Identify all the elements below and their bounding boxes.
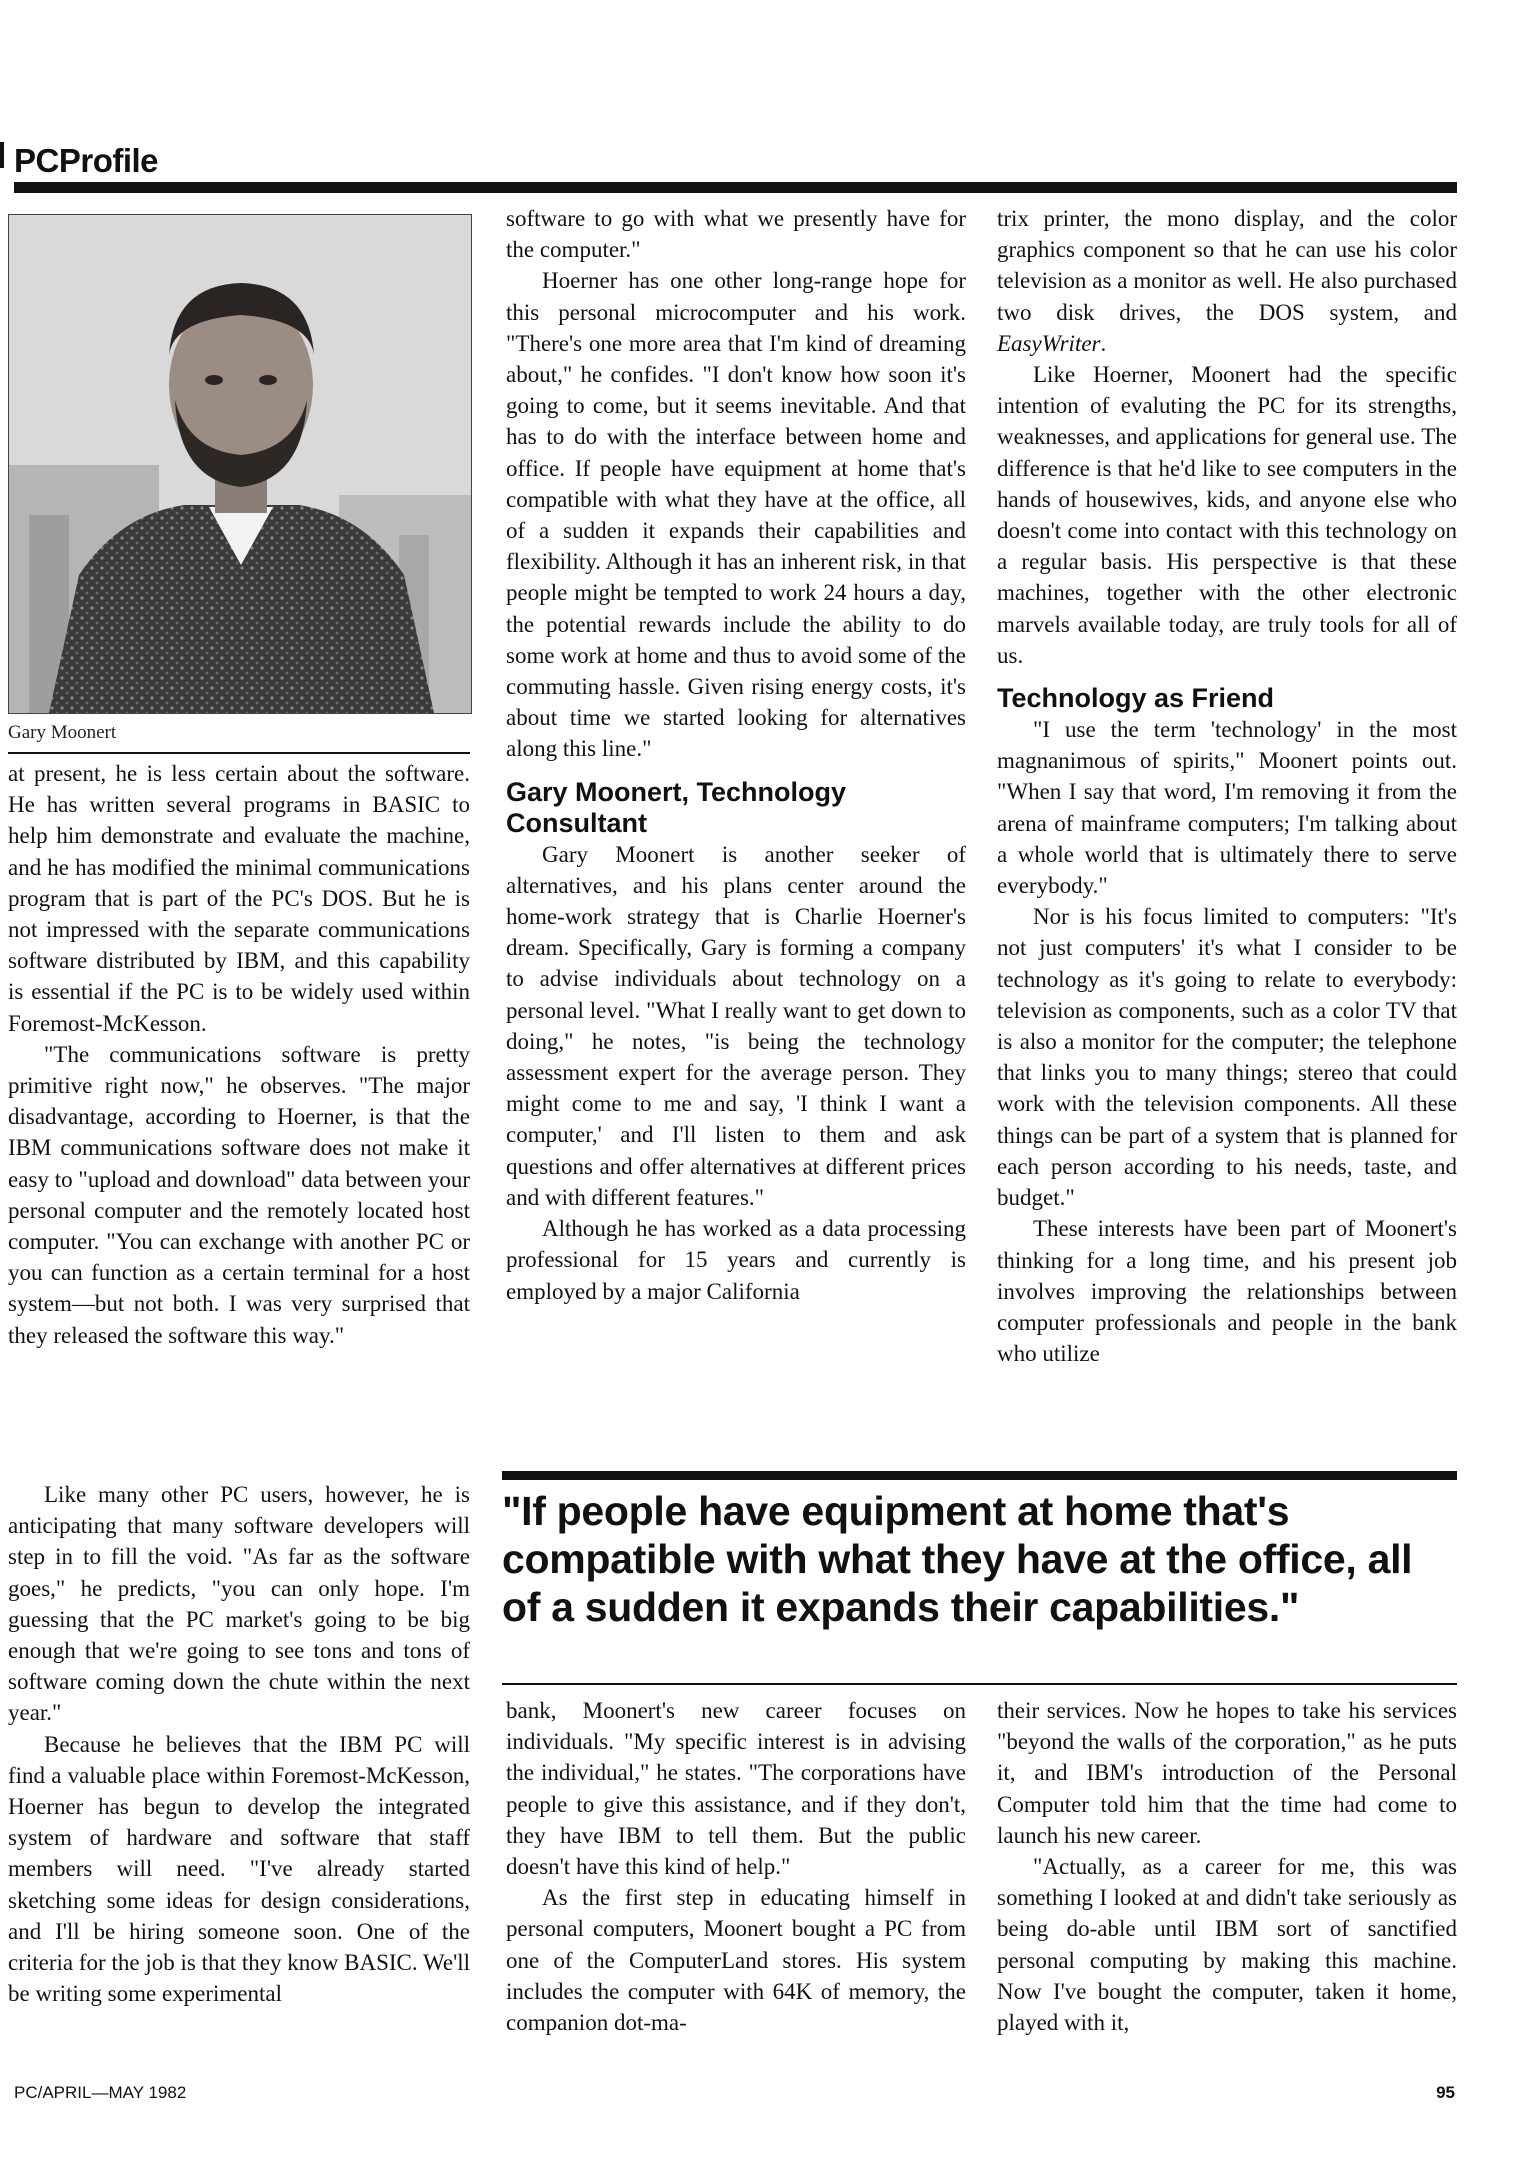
- pull-quote-rule-top: [502, 1471, 1457, 1480]
- column-3-top: [997, 203, 1457, 1369]
- paragraph: "I use the term 'technology' in the most magnanimous of spirits," Moonert points out. "When I say that word, I'm removing it from the arena of mainframe computers; I'm talking about a whole world that is ultimately there to serve everybody.": [997, 717, 1457, 899]
- paragraph: bank, Moonert's new career focuses on individuals. "My specific interest is in advising the individual," he states. "The corporations have people to give this assistance, and if they don't, they have IBM to tell them. But the public doesn't have this kind of help.": [506, 1698, 966, 1880]
- paragraph: their services. Now he hopes to take his services "beyond the walls of the corporation," as he puts it, and IBM's introduction of the Personal Computer told him that the time had come to launch his new career.: [997, 1698, 1457, 1848]
- emphasis: EasyWriter: [997, 330, 1101, 356]
- portrait-illustration: [9, 215, 471, 713]
- column-2-top: [506, 203, 966, 1307]
- paragraph: Like Hoerner, Moonert had the specific intention of evaluting the PC for its strengths, weaknesses, and applications for general use. The difference is that he'd like to see computers in the hands of housewives, kids, and anyone else who doesn't come into contact with this technology on a regular basis. His perspective is that these machines, together with the other electronic marvels available today, are truly tools for all of us.: [997, 362, 1457, 668]
- column-1-bottom: [8, 1479, 470, 2009]
- column-2-bottom: [506, 1695, 966, 2038]
- text-run: trix printer, the mono display, and the color graphics component so that he can use his color television as a monitor as well. He also purchased two disk drives, the DOS system, and: [997, 206, 1457, 325]
- paragraph: at present, he is less certain about the software. He has written several programs in BASIC to help him demonstrate and evaluate the machine, and he has modified the minimal communications program that is part of the PC's DOS. But he is not impressed with the separate communications software distributed by IBM, and this capability is essential if the PC is to be widely used within Foremost-McKesson.: [8, 761, 470, 1036]
- paragraph: "Actually, as a career for me, this was something I looked at and didn't take seriously as being do-able until IBM sort of sanctified personal computing by making this machine. Now I've bought the computer, taken it home, played with it,: [997, 1854, 1457, 2036]
- subheading: Gary Moonert, Technology Consultant: [506, 776, 847, 838]
- paragraph: Hoerner has one other long-range hope for this personal microcomputer and his work. "There's one more area that I'm kind of dreaming about," he confides. "I don't know how soon it's going to come, but it seems inevitable. And that has to do with the interface between home and office. If people have equipment at home that's compatible with what they have at the office, all of a sudden it expands their capabilities and flexibility. Although it has an inherent risk, in that people might be tempted to work 24 hours a day, the potential rewards include the ability to do some work at home and thus to avoid some of the commuting hassle. Given rising energy costs, it's about time we started looking for alternatives along this line.": [506, 268, 966, 762]
- paragraph: [997, 203, 1457, 359]
- portrait-photo: [8, 214, 472, 714]
- photo-caption: Gary Moonert: [8, 722, 117, 743]
- section-title: PCProfile: [14, 142, 159, 179]
- paragraph: Because he believes that the IBM PC will find a valuable place within Foremost-McKesson, Hoerner has begun to develop the integrated system of hardware and software that staff members will need. "I've already started sketching some ideas for design considerations, and I'll be hiring someone soon. One of the criteria for the job is that they know BASIC. We'll be writing some experimental: [8, 1731, 470, 2007]
- text-run: .: [1100, 330, 1107, 356]
- pull-quote-rule-bottom: [502, 1683, 1457, 1685]
- edge-mark: [0, 142, 4, 168]
- header-rule: [14, 182, 1457, 193]
- paragraph: Like many other PC users, however, he is anticipating that many software developers will step in to fill the void. "As far as the software goes," he predicts, "you can only hope. I'm guessing that the PC market's going to be big enough that we're going to see tons and tons of software coming down the chute within the next year.": [8, 1482, 470, 1726]
- paragraph: Although he has worked as a data processing professional for 15 years and currently is employed by a major California: [506, 1216, 966, 1304]
- paragraph: Nor is his focus limited to computers: "It's not just computers' it's what I consider to be technology as it's going to relate to everybody: television as components, such as a color TV that is also a monitor for the computer; the telephone that links you to many things; stereo that could work with the television components. All these things can be part of a system that is planned for each person according to his needs, taste, and budget.": [997, 904, 1457, 1211]
- paragraph: These interests have been part of Moonert's thinking for a long time, and his present job involves improving the relationships between computer professionals and people in the bank who utilize: [997, 1216, 1457, 1367]
- paragraph: Gary Moonert is another seeker of alternatives, and his plans center around the home-work strategy that is Charlie Hoerner's dream. Specifically, Gary is forming a company to advise individuals about technology on a personal level. "What I really want to get down to doing," he notes, "is being the technology assessment expert for the average person. They might come to me and say, 'I think I want a computer,' and I'll listen to them and ask questions and offer alternatives at different prices and with different features.": [506, 841, 966, 1210]
- footer-issue: PC/APRIL—MAY 1982: [14, 2083, 187, 2102]
- paragraph: "The communications software is pretty primitive right now," he observes. "The major disadvantage, according to Hoerner, is that the IBM communications software does not make it easy to "upload and download" data between your personal computer and the remotely located host computer. "You can exchange with another PC or you can function as a certain terminal for a host system—but not both. I was very surprised that they released the software this way.": [8, 1041, 470, 1348]
- pull-quote: "If people have equipment at home that's compatible with what they have at the office, all of a sudden it expands their capabilities.": [502, 1488, 1413, 1630]
- paragraph: As the first step in educating himself in personal computers, Moonert bought a PC from one of the ComputerLand stores. His system includes the computer with 64K of memory, the companion dot-ma-: [506, 1885, 966, 2036]
- column-3-bottom: [997, 1695, 1457, 2038]
- page-number: 95: [1436, 2083, 1455, 2102]
- subheading: Technology as Friend: [997, 683, 1275, 714]
- paragraph: software to go with what we presently have for the computer.": [506, 206, 966, 263]
- caption-rule: [8, 752, 470, 754]
- column-1-top: [8, 758, 470, 1351]
